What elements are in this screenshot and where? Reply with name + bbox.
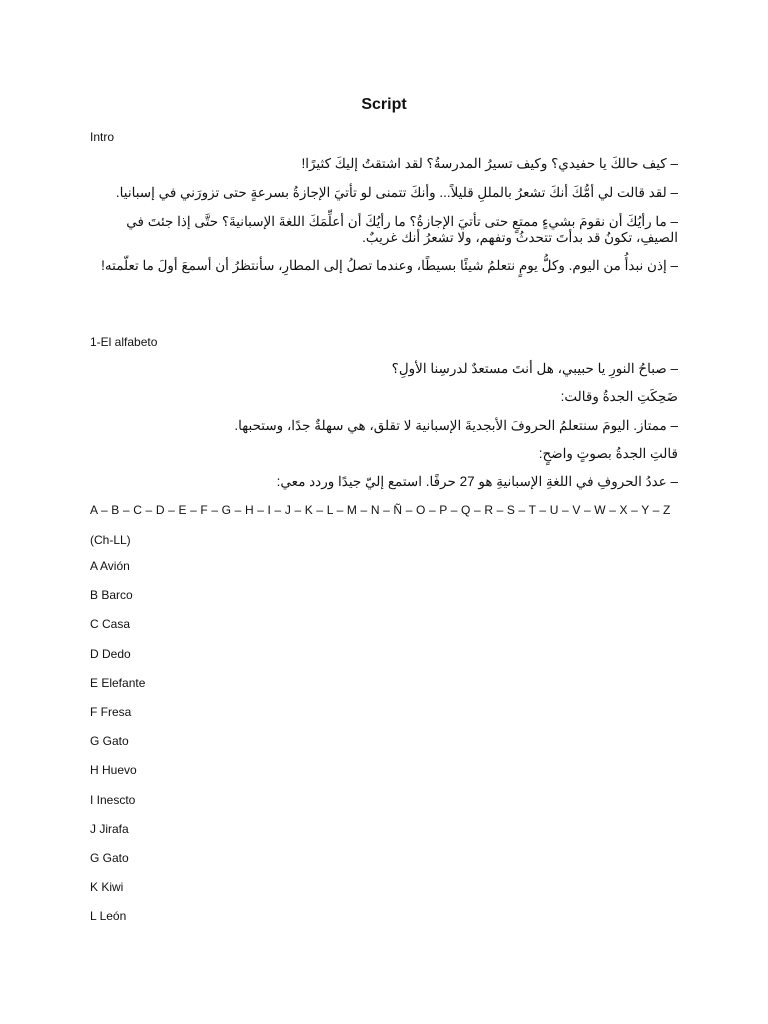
- letter-word-list: [90, 558, 145, 937]
- digraphs-line: (Ch-LL): [90, 533, 131, 547]
- list-item: K Kiwi: [90, 880, 124, 895]
- list-item: F Fresa: [90, 704, 132, 719]
- list-item: D Dedo: [90, 646, 131, 661]
- list-item: J Jirafa: [90, 821, 129, 836]
- list-item: G Gato: [90, 734, 129, 749]
- alphabet-line: A – B – C – D – E – F – G – H – I – J – K – L – M – N – Ñ – O – P – Q – R – S – T – U – V – W – X – Y – Z: [90, 503, 671, 517]
- page-title: Script: [361, 96, 407, 113]
- intro-line: – إذن نبدأُ من اليوم. وكلُّ يومٍ نتعلمُ شيئًا بسيطًا، وعندما تصلُ إلى المطارِ، سأنتظرُ أن أسمعَ أولَ ما تعلّمته!: [101, 258, 678, 273]
- list-item: L León: [90, 909, 127, 924]
- dialogue-line: قالتِ الجدةُ بصوتٍ واضحٍ:: [538, 446, 678, 461]
- section-heading: 1-El alfabeto: [90, 335, 158, 349]
- list-item: B Barco: [90, 588, 133, 603]
- list-item: H Huevo: [90, 763, 137, 778]
- intro-line: – لقد قالت لي أمُّكَ أنكَ تشعرُ بالمللِ قليلاً... وأنكَ تتمنى لو تأتيَ الإجازةُ بسرعةٍ حتى تزورَني في إسبانيا.: [115, 185, 678, 200]
- intro-heading: Intro: [90, 130, 115, 144]
- dialogue-line: – صباحُ النورِ يا حبيبي، هل أنتَ مستعدٌ لدرسِنا الأولِ؟: [391, 361, 678, 376]
- intro-line: – كيف حالكَ يا حفيدي؟ وكيف تسيرُ المدرسةُ؟ لقد اشتقتُ إليكَ كثيرًا!: [301, 156, 678, 171]
- dialogue-line: – عددُ الحروفِ في اللغةِ الإسبانيةِ هو 27 حرفًا. استمع إليّ جيدًا وردد معي:: [276, 474, 678, 489]
- dialogue-line: – ممتاز. اليومَ سنتعلمُ الحروفَ الأبجديةَ الإسبانية لا تقلق، هي سهلةٌ جدًا، وستحبها.: [234, 418, 678, 433]
- list-item: I Inescto: [90, 792, 136, 807]
- list-item: A Avión: [90, 559, 130, 573]
- list-item: E Elefante: [90, 675, 146, 690]
- list-item: C Casa: [90, 617, 131, 632]
- dialogue-line: ضَحِكَتِ الجدةُ وقالت:: [560, 389, 678, 404]
- intro-line: – ما رأيُكَ أن نقومَ بشيءٍ ممتعٍ حتى تأتيَ الإجازةُ؟ ما رأيُكَ أن أعلِّمَكَ اللغةَ الإسبانيةَ؟ حتَّى إذا جئتَ في الصيفِ، تكونُ قد بدأتَ تتحدثُ وتفهم، ولا تشعرُ أنك غريبٌ.: [126, 214, 678, 245]
- list-item: G Gato: [90, 850, 129, 865]
